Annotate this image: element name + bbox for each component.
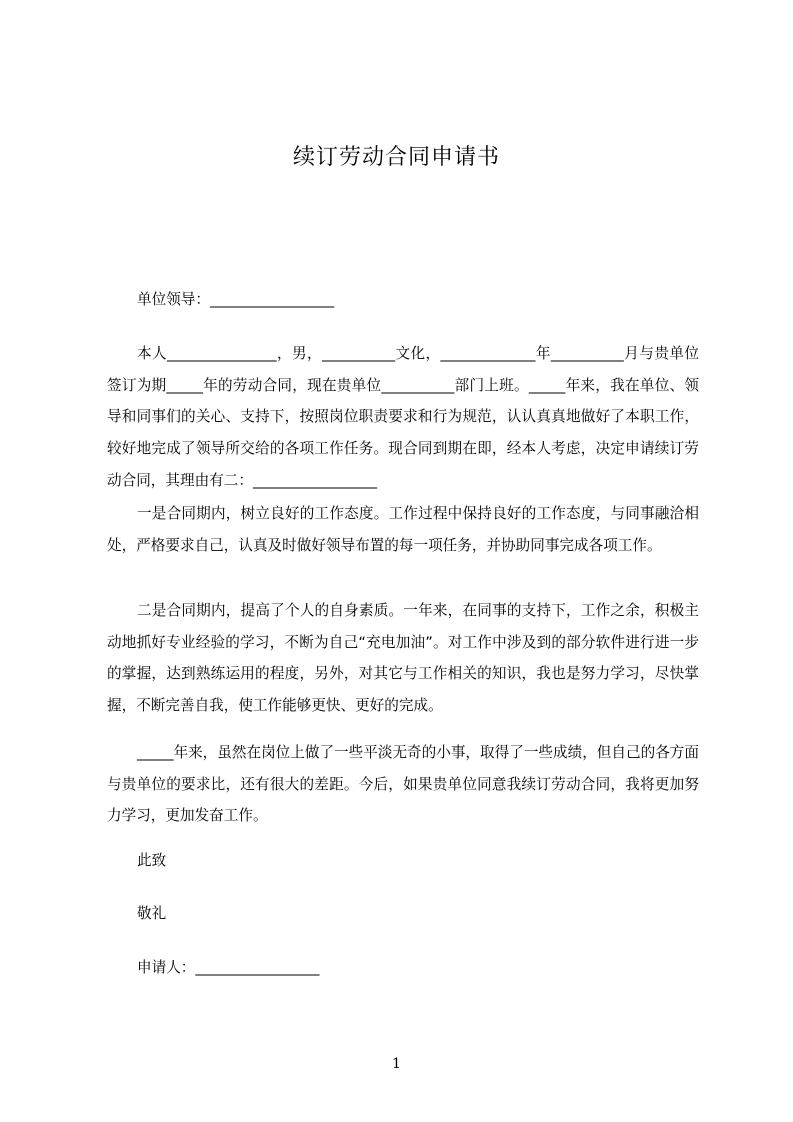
paragraph-intro: 本人_______________，男，__________文化，_____________年__________月与贵单位签订为期_____年的劳动合同，现在贵单位__________部门上班。_____年来，我在单位、领导和同事们的关心、支持下，按照岗位职责要求和行为规范，认认真真地做好了本职工作，较好地完成了领导所交给的各项工作任务。现合同到期在即，经本人考虑，决定申请续订劳动合同，其理由有二：_________________ [107,345,699,489]
paragraph-conclusion: _____年来，虽然在岗位上做了一些平淡无奇的小事，取得了一些成绩，但自己的各方面与贵单位的要求比，还有很大的差距。今后，如果贵单位同意我续订劳动合同，我将更加努力学习，更加发奋工作。 [107,744,699,825]
closing-jingli: 敬礼 [137,905,167,922]
paragraph-reason-two: 二是合同期内，提高了个人的自身素质。一年来，在同事的支持下，工作之余，积极主动地抓好专业经验的学习，不断为自己“充电加油”。对工作中涉及到的部分软件进行进一步的掌握，达到熟练运用的程度，另外，对其它与工作相关的知识，我也是努力学习，尽快掌握，不断完善自我，使工作能够更快、更好的完成。 [107,602,699,715]
paragraph-reason-one: 一是合同期内，树立良好的工作态度。工作过程中保持良好的工作态度，与同事融洽相处，严格要求自己，认真及时做好领导布置的每一项任务，并协助同事完成各项工作。 [107,505,699,554]
document-title: 续订劳动合同申请书 [292,145,500,170]
page-number: 1 [392,1056,401,1072]
salutation-line: 单位领导：_________________ [137,291,335,308]
closing-cizhi: 此致 [137,852,167,869]
signature-line: 申请人：_________________ [137,959,320,976]
